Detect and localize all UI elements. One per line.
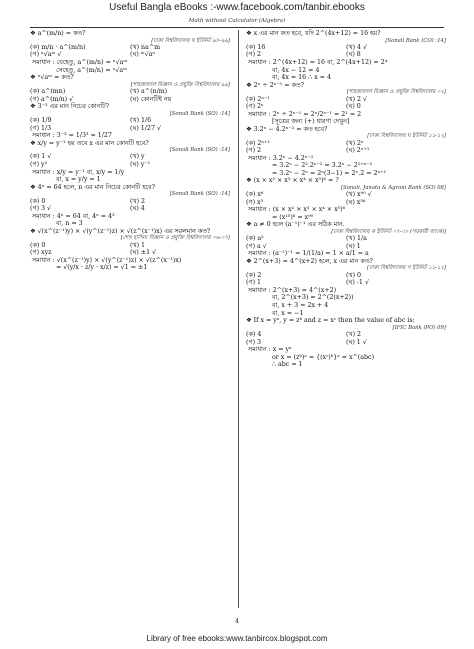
answer-options	[246, 235, 446, 243]
option: (ঘ) ᵐ√aⁿ	[130, 51, 156, 59]
question: ❖ 2ⁿ ÷ 2ⁿ⁻¹ = কত?	[246, 81, 305, 89]
option: (গ) 1	[246, 279, 262, 287]
solution-line: সমাধান : (x × x² × x³ × x⁴ × x⁵)⁶	[248, 206, 346, 214]
option: (খ) 2ⁿ	[346, 139, 364, 147]
option: (ঘ) 2ⁿ⁺¹	[346, 147, 370, 155]
option: (খ) 2	[346, 331, 362, 338]
option: (ঘ) x³⁶	[346, 198, 366, 206]
option: (ক) 2	[246, 271, 262, 279]
answer-options	[30, 125, 230, 133]
answer-options	[246, 103, 446, 111]
option: (খ) 4 √	[346, 43, 368, 51]
option: (খ) 1/a	[346, 235, 367, 243]
option: (গ) 3	[246, 338, 262, 346]
answer-options	[246, 44, 446, 52]
option: (ক) a^(mn)	[30, 87, 66, 95]
solution-line: সমাধান : 2ⁿ ÷ 2ⁿ⁻¹ = 2ⁿ/2ⁿ⁻¹ = 2¹ = 2	[248, 110, 362, 118]
option: (গ) xyz	[30, 249, 52, 257]
answer-options	[30, 249, 230, 257]
option: (খ) 1	[130, 241, 146, 249]
solution-step: বা, x = y/y = 1	[56, 176, 101, 184]
option: (ক) m/n · a^(m/n)	[30, 43, 86, 51]
option: (ঘ) 1/27 √	[130, 124, 161, 132]
solution-step: বা, x + 3 = 2x + 4	[272, 302, 329, 310]
question-source: [ঢাকা বিশ্ববিদ্যালয় ঘ ইউনিট ১১-১২]	[367, 133, 446, 140]
option: (খ) a^(n/m)	[130, 87, 168, 95]
question-source: [শাহজালাল বিজ্ঞান ও প্রযুক্তি বিশ্ববিদ্যালয় ০২]	[346, 89, 446, 96]
answer-options	[246, 51, 446, 59]
solution-step: [সূত্রের জন্য (+) ধারণা দেখুন]	[272, 118, 350, 126]
option: (খ) y	[130, 153, 145, 161]
page-header: Useful Bangla eBooks :-www.facebook.com/tanbir.ebooks	[109, 2, 365, 13]
option: (ক) a²	[246, 235, 264, 243]
page-number: 4	[235, 618, 239, 625]
option: (ক) 0	[30, 241, 46, 249]
option: (গ) 1/3	[30, 124, 52, 132]
option: (ক) 4	[246, 331, 262, 338]
column-divider	[238, 30, 239, 608]
answer-options	[30, 242, 230, 250]
option: (ক) 0	[30, 197, 46, 205]
question: ❖ ⁿ√aᵐ = কত?	[30, 74, 74, 82]
answer-options	[246, 147, 446, 155]
solution-step: বা, 2^(x+3) = 2^(2(x+2))	[272, 294, 354, 302]
question: ❖ x/y = y⁻¹ হয় তবে x এর মান কোনটি হবে?	[30, 139, 149, 147]
option: (ক) 2ⁿ⁻¹	[246, 95, 270, 103]
solution-step: = 3.2ⁿ − 2².2ⁿ⁻² = 3.2ⁿ − 2²⁺ⁿ⁻²	[272, 162, 373, 170]
solution-step: সেহেতু, a^(m/n) = ⁿ√aᵐ	[56, 66, 128, 74]
answer-options	[246, 243, 446, 251]
option: (ঘ) 0	[346, 103, 361, 111]
option: (গ) 3 √	[30, 205, 52, 213]
solution-line: সমাধান : 3⁻³ = 1/3³ = 1/27	[32, 132, 112, 140]
question-source: [Sonali Bank (CO) :14]	[385, 37, 446, 44]
option: (গ) 2ⁿ	[246, 103, 264, 111]
question: ❖ 3.2ⁿ − 4.2ⁿ⁻² = কত হবে?	[246, 125, 328, 133]
answer-options	[30, 161, 230, 169]
answer-options	[30, 88, 230, 96]
solution-step: বা, 4x = 16 ∴ x = 4	[272, 74, 332, 82]
answer-options	[30, 205, 230, 213]
option: (গ) a^(m/n) √	[30, 95, 74, 103]
option: (ক) 1 √	[30, 153, 52, 161]
question-source: [IFIC Bank (PO) 09]	[392, 324, 446, 331]
right-column	[246, 30, 446, 369]
option: (গ) x⁵	[246, 198, 264, 206]
option: (খ) 2 √	[346, 95, 368, 103]
question-source: [ঢাকা বিশ্ববিদ্যালয় ঘ ইউনিট ৯৮-৯৯]	[151, 37, 230, 44]
option: (ক) x⁶	[246, 191, 264, 199]
question: ❖ √(x^(z⁻¹)y) × √(y^(z⁻¹)z) × √(z^(x⁻¹)x) এর সরলমান কত?	[30, 227, 211, 235]
answer-options	[246, 199, 446, 207]
question-source: [শেখ হাসিনা বিজ্ঞান ও প্রযুক্তি বিশ্ববিদ্যালয় ০৬-০৭]	[120, 235, 230, 242]
answer-options	[30, 44, 230, 52]
question: ❖ a^(m/n) = কত?	[30, 30, 86, 37]
solution-line: সমাধান : 4ⁿ = 64 বা, 4ⁿ = 4³	[32, 212, 115, 220]
option: (খ) 2	[130, 197, 146, 205]
question-source: [Sonali Bank (SO) :14]	[169, 110, 230, 117]
left-column	[30, 30, 230, 272]
answer-options	[30, 117, 230, 125]
solution-step: বা, 4x − 12 = 4	[272, 66, 320, 74]
question-source: [শাহজালাল বিজ্ঞান ও প্রযুক্তি বিশ্ববিদ্যালয় ৯৯]	[130, 81, 230, 88]
answer-options	[246, 96, 446, 104]
question: ❖ 2^(x+3) = 4^(x+2) হলে, x এর মান কত?	[246, 257, 373, 265]
option: (গ) 2	[246, 51, 262, 59]
answer-options	[246, 140, 446, 148]
option: (খ) 0	[346, 271, 362, 279]
option: (খ) na^m	[130, 43, 161, 51]
option: (খ) x⁹⁰ √	[346, 191, 372, 199]
solution-step: = 3.2ⁿ − 2ⁿ = 2ⁿ(3−1) = 2ⁿ.2 = 2ⁿ⁺¹	[272, 169, 387, 177]
solution-line: সমাধান : x/y = y⁻¹ বা, x/y = 1/y	[32, 168, 125, 176]
option: (ঘ) 1 √	[346, 338, 367, 346]
question: ❖ 4ⁿ = 64 হলে, n এর মান নিচের কোনটি হবে?	[30, 183, 156, 191]
solution-step: = √(y/x · z/y · x/z) = √1 = ±1	[56, 264, 148, 272]
option: (গ) a √	[246, 242, 267, 250]
question-source: [Sonali Bank (SO) :14]	[169, 191, 230, 198]
solution-line: সমাধান : √(x^(z⁻¹)y) × √(y^(z⁻¹)z) × √(z^(x⁻¹)x)	[32, 256, 182, 264]
solution-step: or x = (zᵇ)ᵃ = {(xᶜ)ᵇ}ᵃ = x^(abc)	[272, 353, 375, 361]
answer-options	[30, 198, 230, 206]
option: (ক) 16	[246, 43, 266, 51]
option: (ঘ) 8	[346, 51, 361, 59]
option: (ঘ) y⁻¹	[130, 161, 151, 169]
option: (ঘ) 1	[346, 242, 361, 250]
answer-options	[246, 279, 446, 287]
option: (গ) ⁿ√aᵐ √	[30, 51, 62, 59]
question: ❖ (x × x² × x³ × x⁴ × x⁵)⁶ = ?	[246, 177, 339, 185]
solution-line: সমাধান : 3.2ⁿ − 4.2ⁿ⁻²	[248, 154, 314, 162]
solution-line: সমাধান : যেহেতু, a^(m/n) = ⁿ√aᵐ	[32, 58, 128, 66]
answer-options	[246, 331, 446, 339]
solution-step: = (x¹⁵)⁶ = x⁹⁰	[272, 213, 314, 221]
answer-options	[30, 153, 230, 161]
question: ❖ 3⁻³ এর মান নিচের কোনটি?	[30, 103, 109, 111]
question-source: [Sonali Bank (SO) :14]	[169, 147, 230, 154]
header-rule	[30, 27, 444, 28]
solution-step: বা, x = −1	[272, 309, 304, 317]
solution-line: সমাধান : 2^(4x+12) = 16 বা, 2^(4x+12) = 2⁴	[248, 58, 388, 66]
solution-step: ∴ abc = 1	[272, 361, 303, 369]
question-source: [ঢাকা বিশ্ববিদ্যালয় ক ইউনিট ০৭-০৮ (সরকারী ব্যাংক)]	[331, 228, 446, 235]
question: ❖ If x = yᵃ, y = zᵇ and z = xᶜ then the value of abc is:	[246, 317, 415, 325]
question-source: [ঢাকা বিশ্ববিদ্যালয় গ ইউনিট ১১-১২]	[367, 265, 446, 272]
answer-options	[246, 272, 446, 280]
option: (ঘ) -1 √	[346, 279, 369, 287]
question-source: [Sonali, Janata & Agrani Bank (SO) 08]	[340, 184, 446, 191]
option: (ক) 2ⁿ⁺¹	[246, 139, 270, 147]
option: (গ) y²	[30, 161, 48, 169]
solution-line: সমাধান : x = yᵃ	[248, 346, 292, 354]
answer-options	[246, 339, 446, 347]
option: (ঘ) 4	[130, 205, 145, 213]
option: (ঘ) কোনটিই নয়	[130, 95, 172, 103]
solution-line: সমাধান : 2^(x+3) = 4^(x+2)	[248, 286, 337, 294]
option: (খ) 1/6	[130, 116, 152, 124]
question: ❖ a ≠ 0 হলে (a⁻¹)⁻¹ এর সঠিক মান.	[246, 221, 345, 229]
answer-options	[30, 51, 230, 59]
question: ❖ x এর মান কত হবে, যদি 2^(4x+12) = 16 হয়?	[246, 30, 381, 37]
section-subheader: Math without Calculator (Algebra)	[188, 18, 286, 24]
page-footer: Library of free ebooks:www.tanbircox.blogspot.com	[146, 634, 328, 643]
answer-options	[30, 96, 230, 104]
option: (গ) 2	[246, 147, 262, 155]
solution-line: সমাধান : (a⁻¹)⁻¹ = 1/(1/a) = 1 × a/1 = a	[248, 250, 369, 258]
option: (ঘ) ±1 √	[130, 249, 157, 257]
answer-options	[246, 191, 446, 199]
option: (ক) 1/9	[30, 116, 52, 124]
solution-step: বা, n = 3	[56, 220, 83, 228]
